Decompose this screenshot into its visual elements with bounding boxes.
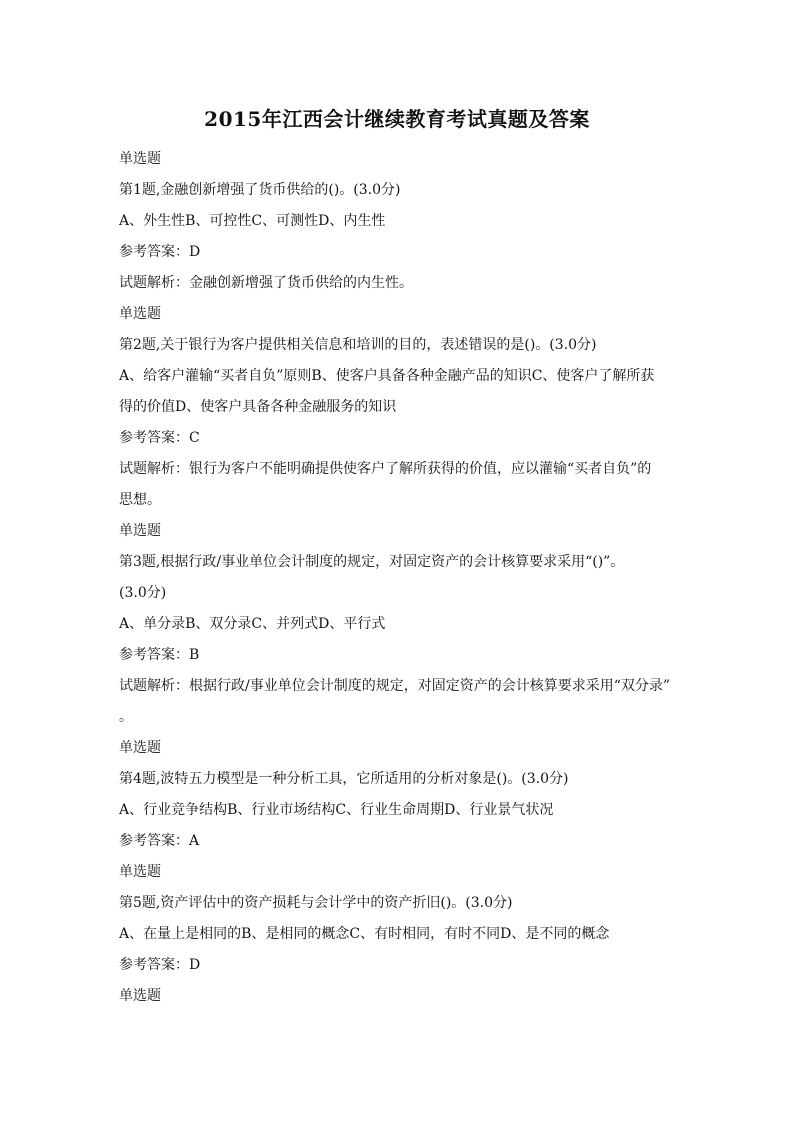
question-1-answer: 参考答案：D <box>119 244 201 260</box>
question-1: 第1题,金融创新增强了货币供给的()。(3.0分) <box>119 182 401 198</box>
question-5: 第5题,资产评估中的资产损耗与会计学中的资产折旧()。(3.0分) <box>119 895 513 911</box>
question-3-explanation-cont: 。 <box>119 709 133 725</box>
question-3-answer: 参考答案：B <box>119 647 200 663</box>
question-2-options-cont: 得的价值D、使客户具备各种金融服务的知识 <box>119 399 397 415</box>
question-2: 第2题,关于银行为客户提供相关信息和培训的目的，表述错误的是()。(3.0分) <box>119 337 597 353</box>
section-label: 单选题 <box>119 740 161 756</box>
question-1-explanation: 试题解析：金融创新增强了货币供给的内生性。 <box>119 275 413 291</box>
question-3-score: (3.0分) <box>119 585 167 601</box>
section-label: 单选题 <box>119 151 161 167</box>
question-3: 第3题,根据行政/事业单位会计制度的规定，对固定资产的会计核算要求采用“()”。 <box>119 554 625 570</box>
section-label: 单选题 <box>119 306 161 322</box>
question-2-explanation: 试题解析：银行为客户不能明确提供使客户了解所获得的价值，应以灌输“买者自负”的 <box>119 461 652 477</box>
question-2-explanation-cont: 思想。 <box>119 492 161 508</box>
question-2-answer: 参考答案：C <box>119 430 200 446</box>
question-2-options: A、给客户灌输“买者自负”原则B、使客户具备各种金融产品的知识C、使客户了解所获 <box>119 368 655 384</box>
document-title: 2015年江西会计继续教育考试真题及答案 <box>204 107 590 131</box>
question-3-options: A、单分录B、双分录C、并列式D、平行式 <box>119 616 386 632</box>
question-4-answer: 参考答案：A <box>119 833 200 849</box>
section-label: 单选题 <box>119 988 161 1004</box>
section-label: 单选题 <box>119 864 161 880</box>
section-label: 单选题 <box>119 523 161 539</box>
question-1-options: A、外生性B、可控性C、可测性D、内生性 <box>119 213 386 229</box>
question-5-answer: 参考答案：D <box>119 957 201 973</box>
document-body <box>119 144 679 1012</box>
question-5-options: A、在量上是相同的B、是相同的概念C、有时相同，有时不同D、是不同的概念 <box>119 926 610 942</box>
question-4: 第4题,波特五力模型是一种分析工具，它所适用的分析对象是()。(3.0分) <box>119 771 569 787</box>
question-4-options: A、行业竞争结构B、行业市场结构C、行业生命周期D、行业景气状况 <box>119 802 554 818</box>
question-3-explanation: 试题解析：根据行政/事业单位会计制度的规定，对固定资产的会计核算要求采用“双分录” <box>119 678 671 694</box>
